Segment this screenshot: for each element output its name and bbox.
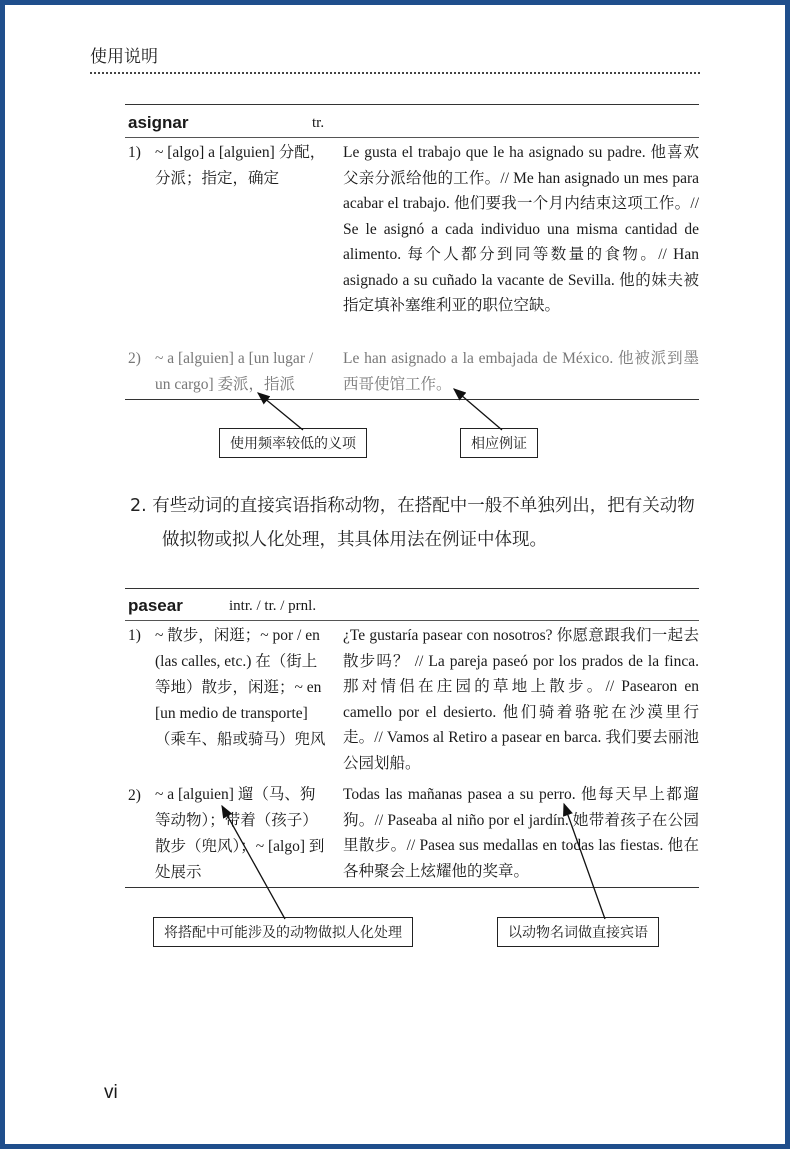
entry1-pos: tr. [312,115,325,131]
entry2-sense2-number: 2) [128,787,141,804]
entry1-sense1-number: 1) [128,144,141,161]
entry2-sense1-definition: ~ 散步，闲逛；~ por / en (las calles, etc.) 在（街上等地）散步，闲逛；~ en [un medio de transporte]（乘车、船或骑马）兜风 [155,627,326,748]
callout-animal-direct-object: 以动物名词做直接宾语 [497,917,659,947]
entry2-headword: pasear [128,596,183,615]
explanation-paragraph: 2. 有些动词的直接宾语指称动物，在搭配中一般不单独列出，把有关动物做拟物或拟人化处理，其具体用法在例证中体现。 [130,496,695,550]
page-header-title: 使用说明 [90,47,158,67]
entry2-pos: intr. / tr. / prnl. [229,598,317,614]
entry2-sense1-example: ¿Te gustaría pasear con nosotros? 你愿意跟我们一起去散步吗？ // La pareja paseó por los prados de la finca. 那对情侣在庄园的草地上散步。// Pasearon en camello por el desierto. 他们骑着骆驼在沙漠里行走。// Vamos al Retiro a pasear en barca. 我们要去丽池公园划船。 [343,627,699,772]
entry2-sense2-example: Todas las mañanas pasea a su perro. 他每天早上都遛狗。// Paseaba al niño por el jardín. 她带着孩子在公园里散步。// Pasea sus medallas en todas las fiestas. 他在各种聚会上炫耀他的奖章。 [343,786,699,880]
callout-animal-personification: 将搭配中可能涉及的动物做拟人化处理 [153,917,413,947]
entry1-sense2-example: Le han asignado a la embajada de México. 他被派到墨西哥使馆工作。 [343,350,699,393]
arrow-to-perro [564,804,605,919]
entry1-headword: asignar [128,113,189,132]
arrow-to-alguien [222,806,285,919]
entry2-sense2-definition: ~ a [alguien] 遛（马、狗等动物）；带着（孩子）散步（兜风）；~ [algo] 到处展示 [155,786,325,881]
entry1-sense2-definition: ~ a [alguien] a [un lugar / un cargo] 委派，指派 [155,350,314,393]
callout-low-frequency-sense: 使用频率较低的义项 [219,428,367,458]
entry2-sense1-number: 1) [128,627,141,644]
entry1-sense1-example: Le gusta el trabajo que le ha asignado su padre. 他喜欢父亲分派给他的工作。// Me han asignado un mes para acabar el trabajo. 他们要我一个月内结束这项工作。// Se le asignó a cada individuo una misma cantidad de alimento. 每个人都分到同等数量的食物。// Han asignado a su cuñado la vacante de Sevilla. 他的妹夫被指定填补塞维利亚的职位空缺。 [343,144,699,314]
arrow-to-corresponding-example [454,389,502,430]
callout-corresponding-example: 相应例证 [460,428,538,458]
entry1-sense2-number: 2) [128,350,141,367]
entry1-sense1-definition: ~ [algo] a [alguien] 分配，分派；指定，确定 [155,144,326,187]
page-number: vi [104,1082,118,1103]
arrow-to-low-frequency-sense [258,393,303,430]
